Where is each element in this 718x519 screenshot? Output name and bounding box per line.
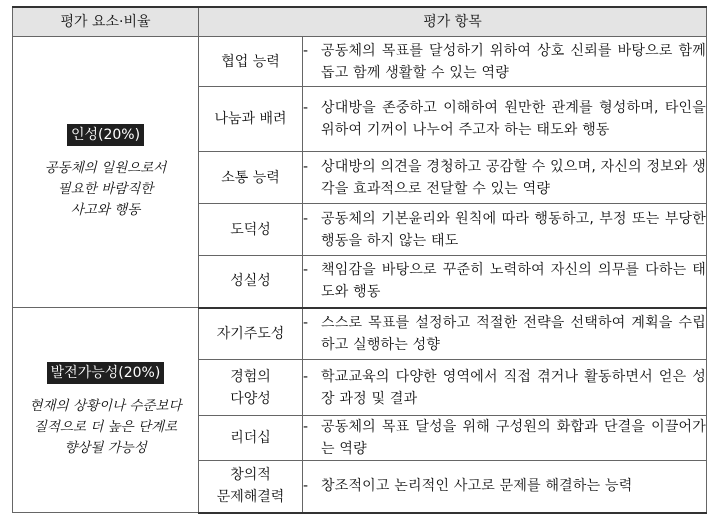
item-description: - 공동체의 목표 달성을 위해 구성원의 화합과 단결을 이끌어가는 역량	[303, 416, 707, 461]
item-name: 협업 능력	[199, 37, 303, 87]
item-description: - 공동체의 목표를 달성하기 위하여 상호 신뢰를 바탕으로 함께 돕고 함께 생활할 수 있는 역량	[303, 37, 707, 87]
header-row	[13, 7, 707, 37]
evaluation-table	[12, 6, 707, 514]
item-name: 자기주도성	[199, 308, 303, 360]
header-category: 평가 요소·비율	[13, 7, 199, 37]
item-description: - 상대방의 의견을 경청하고 공감할 수 있으며, 자신의 정보와 생각을 효과적으로 전달할 수 있는 역량	[303, 152, 707, 204]
item-description: - 책임감을 바탕으로 꾸준히 노력하여 자신의 의무를 다하는 태도와 행동	[303, 256, 707, 308]
category-title: 발전가능성(20%)	[47, 362, 165, 384]
category-character	[13, 37, 199, 308]
item-name: 소통 능력	[199, 152, 303, 204]
item-description: - 상대방을 존중하고 이해하여 원만한 관계를 형성하며, 타인을 위하여 기꺼이 나누어 주고자 하는 태도와 행동	[303, 87, 707, 152]
category-description: 공동체의 일원으로서 필요한 바람직한 사고와 행동	[44, 159, 167, 218]
item-description: - 창조적이고 논리적인 사고로 문제를 해결하는 능력	[303, 461, 707, 513]
table-row	[13, 37, 707, 87]
item-description: - 스스로 목표를 설정하고 적절한 전략을 선택하여 계획을 수립하고 실행하는 성향	[303, 308, 707, 360]
item-name: 나눔과 배려	[199, 87, 303, 152]
table-row	[13, 308, 707, 360]
item-name: 도덕성	[199, 204, 303, 256]
category-potential	[13, 308, 199, 513]
item-name: 리더십	[199, 416, 303, 461]
item-name: 경험의 다양성	[199, 360, 303, 416]
category-description: 현재의 상황이나 수준보다 질적으로 더 높은 단계로 향상될 가능성	[29, 397, 182, 456]
item-description: - 학교교육의 다양한 영역에서 직접 겪거나 활동하면서 얻은 성장 과정 및 결과	[303, 360, 707, 416]
item-name: 창의적 문제해결력	[199, 461, 303, 513]
item-name: 성실성	[199, 256, 303, 308]
header-items: 평가 항목	[199, 7, 707, 37]
category-title: 인성(20%)	[67, 124, 144, 146]
item-description: - 공동체의 기본윤리와 원칙에 따라 행동하고, 부정 또는 부당한 행동을 하지 않는 태도	[303, 204, 707, 256]
